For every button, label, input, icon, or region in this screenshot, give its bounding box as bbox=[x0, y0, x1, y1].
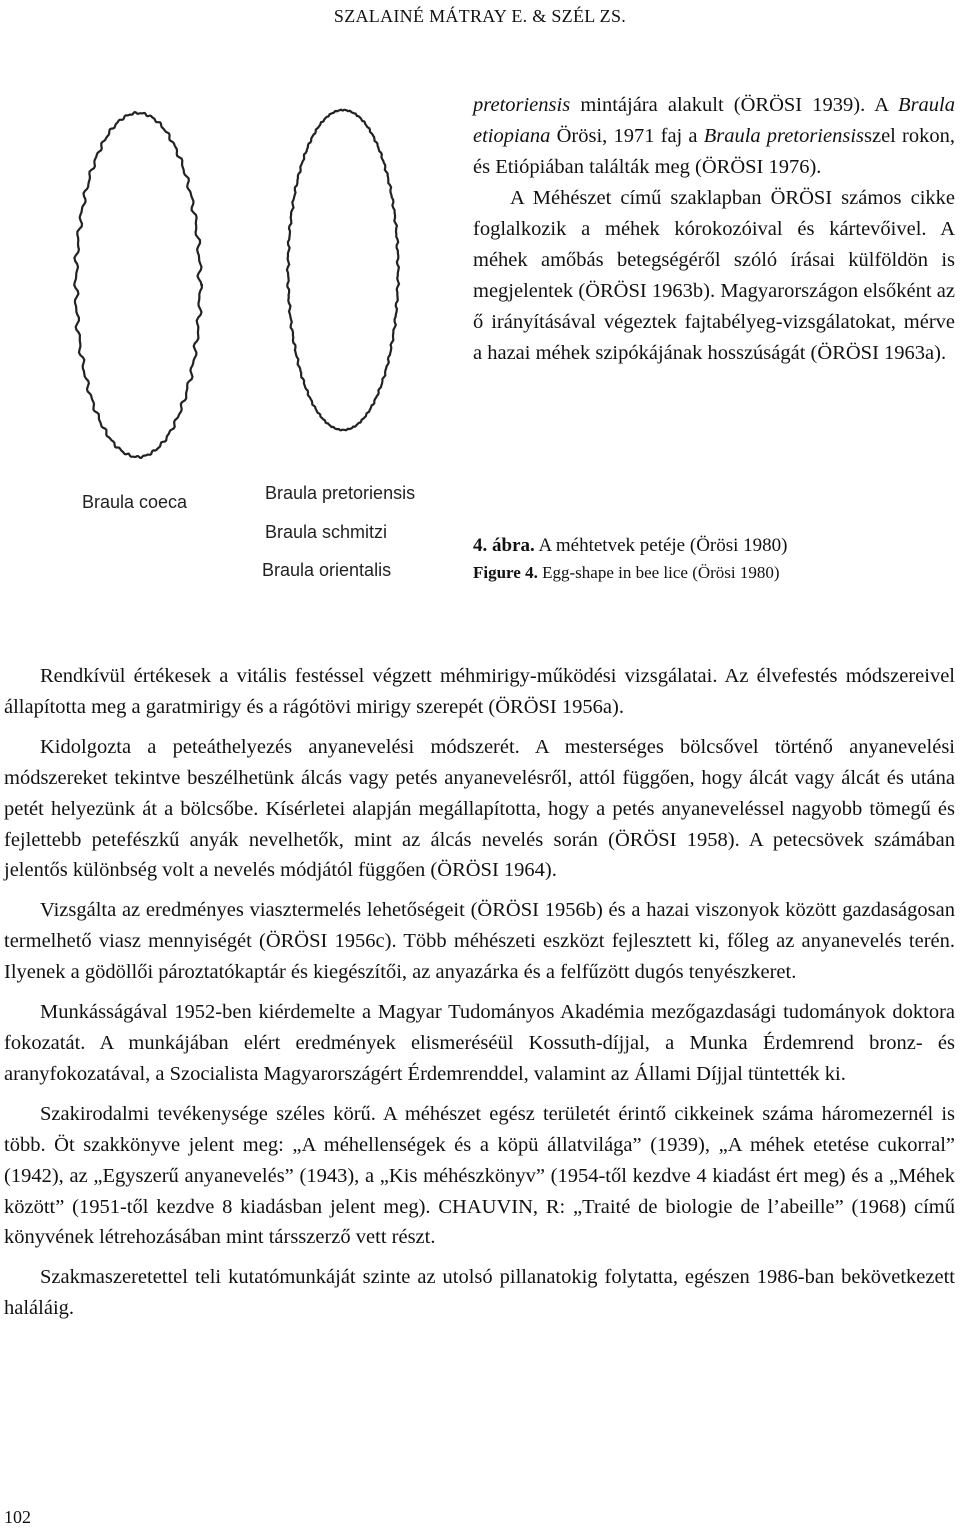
main-body-text bbox=[4, 661, 955, 1333]
figure-caption bbox=[473, 532, 955, 586]
egg-outline-braula-pretoriensis bbox=[287, 110, 399, 431]
figure-label-braula-orientalis: Braula orientalis bbox=[262, 560, 392, 580]
paragraph: pretoriensis mintájára alakult (ÖRÖSI 1939). A Braula etiopiana Örösi, 1971 faj a Braula pretoriensisszel rokon, és Etiópiában találták meg (ÖRÖSI 1976). bbox=[473, 94, 955, 178]
running-header: SZALAINÉ MÁTRAY E. & SZÉL ZS. bbox=[333, 6, 627, 26]
page-number: 102 bbox=[4, 1507, 31, 1527]
paragraph: Vizsgálta az eredményes viasztermelés lehetőségeit (ÖRÖSI 1956b) és a hazai viszonyok között gazdaságosan termelhető viasz mennyiségét (ÖRÖSI 1956c). Több méhészeti eszközt fejlesztett ki, főleg az anyanevelés terén. Ilyenek a gödöllői pároztatókaptár és kiegészítői, az anyazárka és a felfűzött dugós tenyészkeret. bbox=[4, 899, 955, 984]
figure-label-braula-coeca: Braula coeca bbox=[82, 492, 188, 512]
figure-label-braula-schmitzi: Braula schmitzi bbox=[265, 522, 388, 542]
egg-outlines-drawing bbox=[70, 100, 450, 600]
paragraph: Munkásságával 1952-ben kiérdemelte a Magyar Tudományos Akadémia mezőgazdasági tudományok doktora fokozatát. A munkájában elért eredmények elismeréséül Kossuth-díjjal, a Munka Érdemrend bronz- és aranyfokozatával, a Szocialista Magyarországért Érdemrenddel, valamint az Állami Díjjal tüntették ki. bbox=[4, 1001, 955, 1085]
egg-outline-braula-coeca bbox=[74, 112, 202, 458]
egg-shape-figure bbox=[70, 100, 450, 600]
paragraph: Rendkívül értékesek a vitális festéssel végzett méhmirigy-működési vizsgálatai. Az élvefestés módszereivel állapította meg a garatmirigy és a rágótövi mirigy szerepét (ÖRÖSI 1956a). bbox=[4, 665, 955, 718]
paragraph: Kidolgozta a peteáthelyezés anyanevelési módszerét. A mesterséges bölcsővel történő anyanevelési módszereket tekintve beszélhetünk álcás vagy petés anyanevelésről, attól függően, hogy álcát vagy álcát és utána petét helyezünk át a bölcsőbe. Kísérletei alapján megállapította, hogy a petés anyaneveléssel nagyobb tömegű és fejlettebb petefészkű anyák nevelhetők, mint az álcás nevelés során (ÖRÖSI 1958). A petecsövek számában jelentős különbség volt a nevelés módjától függően (ÖRÖSI 1964). bbox=[4, 735, 955, 882]
figure-label-braula-pretoriensis: Braula pretoriensis bbox=[265, 483, 416, 503]
caption-english: Figure 4. Egg-shape in bee lice (Örösi 1980) bbox=[473, 563, 780, 582]
paragraph: Szakirodalmi tevékenysége széles körű. A méhészet egész területét érintő cikkeinek száma háromezernél is több. Öt szakkönyve jelent meg: „A méhellenségek és a köpü állatvilága” (1939), „A méhek etetése cukorral” (1942), az „Egyszerű anyanevelés” (1943), a „Kis méhészkönyv” (1954-től kezdve 4 kiadást ért meg) és a „Méhek között” (1951-től kezdve 8 kiadásban jelent meg). CHAUVIN, R: „Traité de biologie de l’abeille” (1968) című könyvének létrehozásában mint társszerző vett részt. bbox=[4, 1102, 955, 1249]
paragraph: A Méhészet című szaklapban ÖRÖSI számos cikke foglalkozik a méhek kórokozóival és kártevőivel. A méhek amőbás betegségéről szóló írásai külföldön is megjelentek (ÖRÖSI 1963b). Magyarországon elsőként az ő irányításával végeztek fajtabélyeg-vizsgálatokat, mérve a hazai méhek szipókájának hosszúságát (ÖRÖSI 1963a). bbox=[473, 187, 956, 364]
caption-hungarian: 4. ábra. A méhtetvek petéje (Örösi 1980) bbox=[473, 535, 788, 556]
right-column-text bbox=[473, 90, 955, 369]
paragraph: Szakmaszeretettel teli kutatómunkáját szinte az utolsó pillanatokig folytatta, egészen 1986-ban bekövetkezett haláláig. bbox=[4, 1266, 955, 1320]
